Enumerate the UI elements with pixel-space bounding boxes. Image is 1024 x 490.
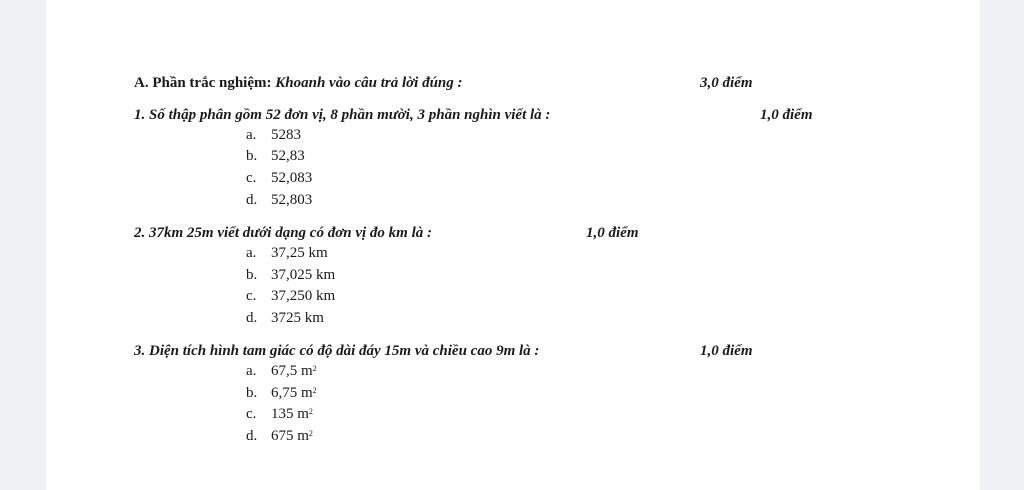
option-value: 37,250 km — [271, 288, 336, 304]
question-3-option-c — [246, 405, 313, 423]
section-header — [134, 74, 463, 92]
option-value: 675 m — [271, 428, 309, 444]
option-letter: d. — [246, 428, 258, 444]
question-2-option-b — [246, 266, 335, 284]
section-prefix: A. Phần trắc nghiệm: — [134, 75, 272, 91]
option-value: 135 m — [271, 406, 309, 422]
question-3-option-b — [246, 384, 317, 402]
option-value: 6,75 m — [271, 385, 313, 401]
question-1-option-d — [246, 191, 312, 209]
option-value: 5283 — [271, 127, 301, 143]
question-2-points: 1,0 điểm — [586, 225, 639, 241]
option-letter: c. — [246, 288, 257, 304]
option-letter: b. — [246, 148, 258, 164]
unit-superscript: 2 — [308, 429, 313, 438]
option-letter: c. — [246, 170, 257, 186]
unit-superscript: 2 — [312, 386, 317, 395]
unit-superscript: 2 — [312, 364, 317, 373]
option-value: 52,83 — [271, 148, 305, 164]
option-value: 3725 km — [271, 310, 324, 326]
option-letter: a. — [246, 127, 257, 143]
question-2-option-d — [246, 309, 324, 327]
question-2-option-a — [246, 244, 328, 262]
option-letter: b. — [246, 385, 258, 401]
option-letter: c. — [246, 406, 257, 422]
question-1-option-a — [246, 126, 301, 144]
option-letter: a. — [246, 245, 257, 261]
option-letter: d. — [246, 192, 258, 208]
option-letter: a. — [246, 363, 257, 379]
question-1-points: 1,0 điểm — [760, 107, 813, 123]
question-1-option-c — [246, 169, 312, 187]
option-letter: b. — [246, 267, 258, 283]
option-value: 52,083 — [271, 170, 313, 186]
unit-superscript: 2 — [308, 407, 313, 416]
question-3-text: 3. Diện tích hình tam giác có độ dài đáy 15m và chiều cao 9m là : — [134, 343, 540, 359]
question-1-option-b — [246, 147, 305, 165]
question-2-text: 2. 37km 25m viết dưới dạng có đơn vị đo km là : — [134, 225, 432, 241]
option-value: 67,5 m — [271, 363, 313, 379]
question-2-option-c — [246, 287, 335, 305]
option-value: 37,025 km — [271, 267, 336, 283]
option-letter: d. — [246, 310, 258, 326]
option-value: 37,25 km — [271, 245, 328, 261]
question-1-text: 1. Số thập phân gồm 52 đơn vị, 8 phần mười, 3 phần nghìn viết là : — [134, 107, 551, 123]
section-points: 3,0 điểm — [700, 75, 753, 91]
question-3-points: 1,0 điểm — [700, 343, 753, 359]
option-value: 52,803 — [271, 192, 313, 208]
question-3-option-d — [246, 427, 313, 445]
document-page — [46, 0, 980, 490]
question-3-option-a — [246, 362, 317, 380]
section-instruction: Khoanh vào câu trả lời đúng : — [275, 75, 463, 91]
